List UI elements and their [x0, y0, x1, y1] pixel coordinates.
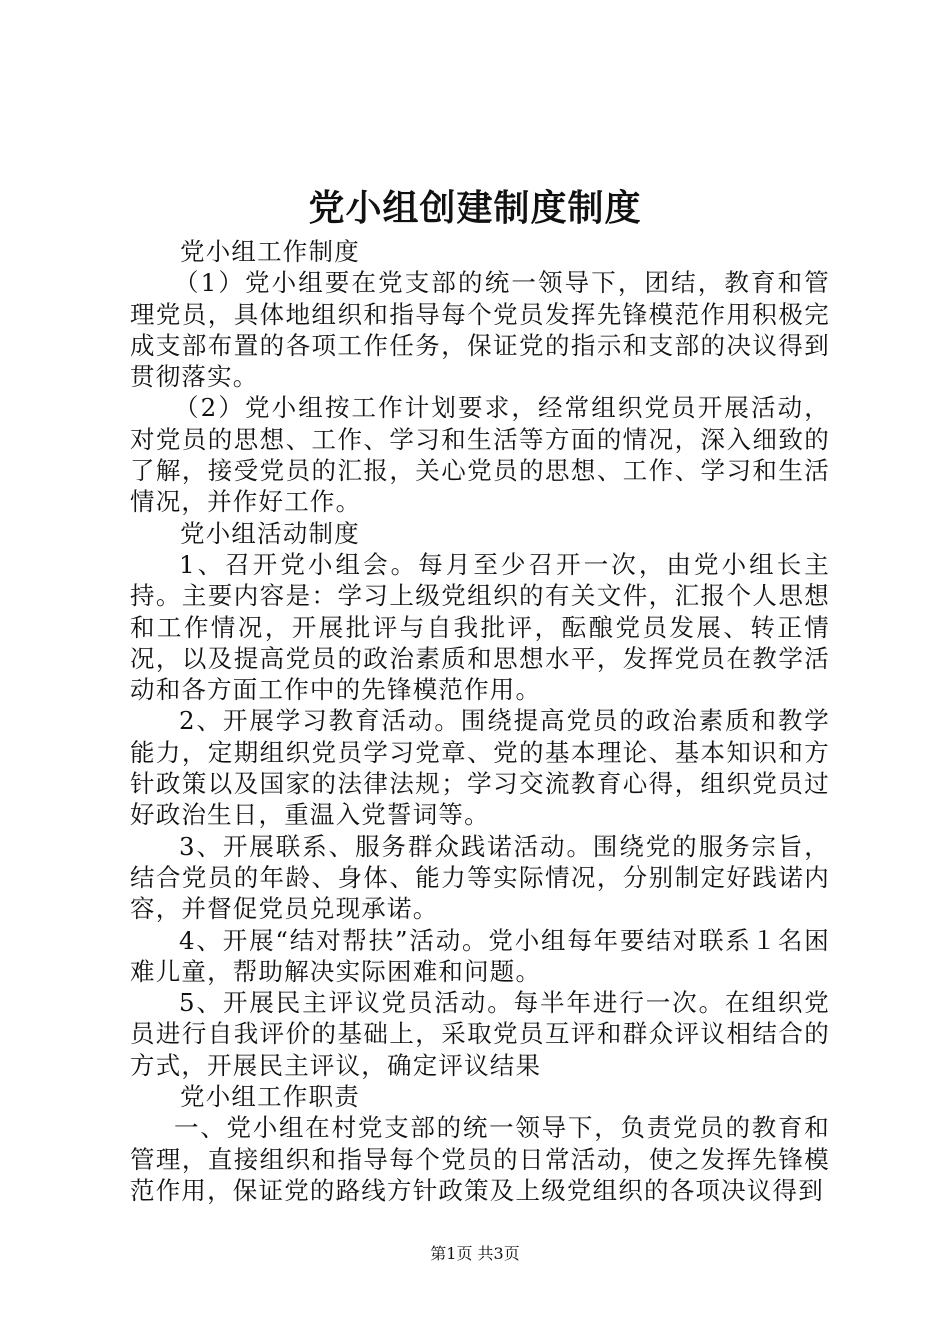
paragraph: 一、党小组在村党支部的统一领导下，负责党员的教育和管理，直接组织和指导每个党员的日常活动，使之发挥先锋模范作用，保证党的路线方针政策及上级党组织的各项决议得到 [130, 1113, 830, 1205]
paragraph: 3、开展联系、服务群众践诺活动。围绕党的服务宗旨，结合党员的年龄、身体、能力等实际情况，分别制定好践诺内容，并督促党员兑现承诺。 [130, 831, 830, 924]
paragraph: （1）党小组要在党支部的统一领导下，团结，教育和管理党员，具体地组织和指导每个党员发挥先锋模范作用积极完成支部布置的各项工作任务，保证党的指示和支部的决议得到贯彻落实。 [130, 268, 830, 392]
paragraph: （2）党小组按工作计划要求，经常组织党员开展活动，对党员的思想、工作、学习和生活等方面的情况，深入细致的了解，接受党员的汇报，关心党员的思想、工作、学习和生活情况，并作好工作。 [130, 393, 830, 517]
page-footer: 第1页 共3页 [430, 1244, 520, 1263]
paragraph: 5、开展民主评议党员活动。每半年进行一次。在组织党员进行自我评价的基础上，采取党员互评和群众评议相结合的方式，开展民主评议，确定评议结果 [130, 988, 830, 1080]
paragraph: 2、开展学习教育活动。围绕提高党员的政治素质和教学能力，定期组织党员学习党章、党的基本理论、基本知识和方针政策以及国家的法律法规；学习交流教育心得，组织党员过好政治生日，重温入党誓词等。 [130, 706, 830, 830]
section-heading-work-duties: 党小组工作职责 [180, 1082, 360, 1112]
document-body [130, 236, 830, 1206]
section-heading-work-system: 党小组工作制度 [180, 237, 360, 266]
section-heading-activity-system: 党小组活动制度 [180, 518, 360, 548]
paragraph: 4、开展“结对帮扶”活动。党小组每年要结对联系１名困难儿童，帮助解决实际困难和问题。 [130, 925, 830, 986]
paragraph: 1、召开党小组会。每月至少召开一次，由党小组长主持。主要内容是：学习上级党组织的有关文件，汇报个人思想和工作情况，开展批评与自我批评，酝酿党员发展、转正情况，以及提高党员的政治素质和思想水平，发挥党员在教学活动和各方面工作中的先锋模范作用。 [130, 549, 830, 705]
document-title: 党小组创建制度制度 [308, 187, 642, 229]
